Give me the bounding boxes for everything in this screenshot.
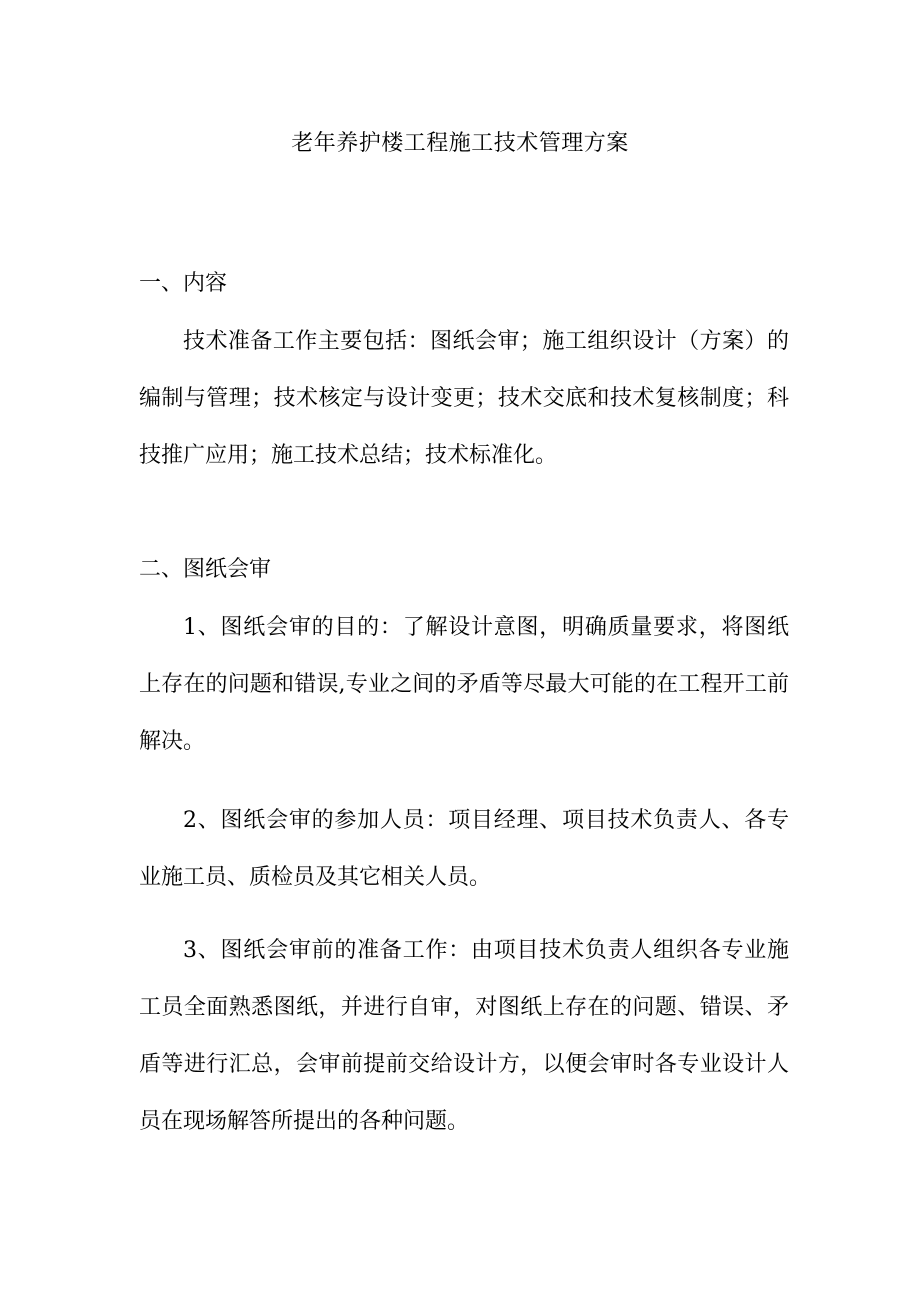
- paragraph-content-scope: 技术准备工作主要包括：图纸会审；施工组织设计（方案）的编制与管理；技术核定与设计变更；技术交底和技术复核制度；科技推广应用；施工技术总结；技术标准化。: [139, 329, 789, 468]
- document-title: 老年养护楼工程施工技术管理方案: [291, 131, 629, 156]
- paragraph-review-preparation: 3、图纸会审前的准备工作：由项目技术负责人组织各专业施工员全面熟悉图纸，并进行自审，对图纸上存在的问题、错误、矛盾等进行汇总，会审前提前交给设计方，以便会审时各专业设计人员在现场解答所提出的各种问题。: [139, 938, 789, 1134]
- paragraph-review-purpose: 1、图纸会审的目的：了解设计意图，明确质量要求，将图纸上存在的问题和错误,专业之间的矛盾等尽最大可能的在工程开工前解决。: [139, 615, 789, 754]
- section-heading-content: 一、内容: [139, 271, 228, 296]
- paragraph-review-participants: 2、图纸会审的参加人员：项目经理、项目技术负责人、各专业施工员、质检员及其它相关人员。: [139, 808, 789, 890]
- section-heading-drawing-review: 二、图纸会审: [139, 557, 272, 582]
